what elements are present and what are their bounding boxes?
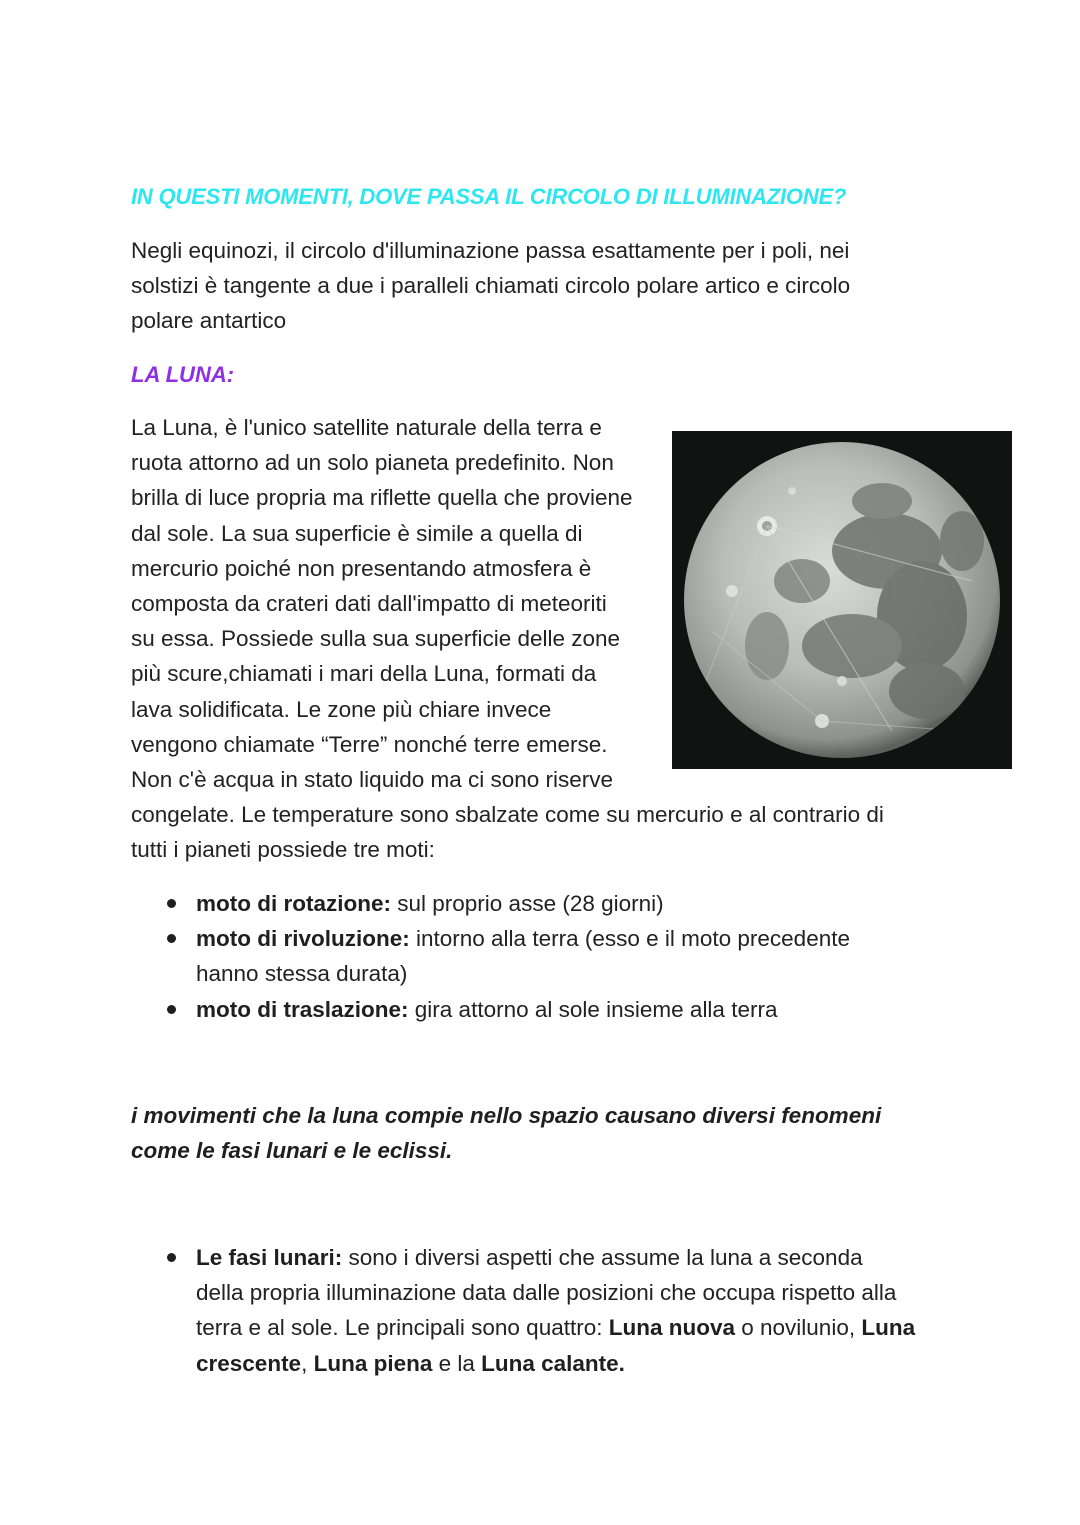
section-heading-illumination: IN QUESTI MOMENTI, DOVE PASSA IL CIRCOLO DI ILLUMINAZIONE? bbox=[131, 184, 847, 209]
text-line: più scure,chiamati i mari della Luna, formati da bbox=[131, 661, 597, 687]
text-line: congelate. Le temperature sono sbalzate come su mercurio e al contrario di bbox=[131, 802, 884, 828]
bullet-icon bbox=[167, 1253, 176, 1262]
text-line: vengono chiamate “Terre” nonché terre emerse. bbox=[131, 731, 608, 757]
text-line: solstizi è tangente a due i paralleli chiamati circolo polare artico e circolo bbox=[131, 273, 851, 299]
text-line: hanno stessa durata) bbox=[196, 961, 408, 987]
text-line bbox=[196, 921, 850, 956]
term-description: intorno alla terra (esso e il moto precedente bbox=[409, 926, 850, 952]
bullet-icon bbox=[167, 934, 176, 943]
text-line: della propria illuminazione data dalle posizioni che occupa rispetto alla bbox=[196, 1280, 897, 1306]
text-line: brilla di luce propria ma riflette quella che proviene bbox=[131, 485, 633, 511]
list-item bbox=[165, 1240, 915, 1381]
moon-icon bbox=[672, 431, 1012, 769]
text-line bbox=[196, 992, 850, 1027]
text-line: su essa. Possiede sulla sua superficie delle zone bbox=[131, 626, 621, 652]
text-line: ruota attorno ad un solo pianeta predefinito. Non bbox=[131, 450, 614, 476]
text-line: i movimenti che la luna compie nello spazio causano diversi fenomeni bbox=[131, 1103, 882, 1128]
bullet-icon bbox=[167, 899, 176, 908]
term-label: Le fasi lunari: bbox=[196, 1245, 343, 1270]
list-item bbox=[165, 886, 850, 921]
text-line: La Luna, è l'unico satellite naturale della terra e bbox=[131, 415, 602, 440]
moon-photo bbox=[672, 431, 1012, 769]
text-line bbox=[196, 886, 850, 921]
text-line bbox=[196, 1240, 915, 1275]
phase-name: Luna piena bbox=[313, 1350, 433, 1376]
text-line: tutti i pianeti possiede tre moti: bbox=[131, 837, 435, 863]
list-item bbox=[165, 992, 850, 1027]
text-line: Negli equinozi, il circolo d'illuminazione passa esattamente per i poli, nei bbox=[131, 238, 850, 263]
paragraph-equinoxes bbox=[131, 233, 850, 339]
term-description: sul proprio asse (28 giorni) bbox=[391, 891, 664, 916]
term-label: moto di rotazione: bbox=[196, 891, 391, 916]
text-fragment: sono i diversi aspetti che assume la luna a seconda bbox=[342, 1245, 863, 1270]
bullet-icon bbox=[167, 1005, 176, 1014]
term-label: moto di traslazione: bbox=[196, 996, 409, 1022]
phase-name: Luna nuova bbox=[608, 1315, 735, 1341]
text-line: lava solidificata. Le zone più chiare invece bbox=[131, 696, 552, 722]
text-line bbox=[196, 1346, 915, 1381]
phase-name: crescente bbox=[196, 1350, 302, 1376]
motions-list bbox=[165, 886, 850, 1027]
emphasis-paragraph bbox=[131, 1098, 881, 1168]
term-description: gira attorno al sole insieme alla terra bbox=[408, 996, 778, 1022]
list-item bbox=[165, 921, 850, 991]
text-fragment: , bbox=[301, 1350, 314, 1376]
text-line: dal sole. La sua superficie è simile a quella di bbox=[131, 520, 583, 546]
text-line: come le fasi lunari e le eclissi. bbox=[131, 1138, 453, 1164]
text-line bbox=[196, 1310, 915, 1345]
text-line: polare antartico bbox=[131, 308, 287, 334]
section-heading-moon: LA LUNA: bbox=[131, 362, 235, 387]
term-label: moto di rivoluzione: bbox=[196, 926, 410, 952]
phases-list bbox=[165, 1240, 915, 1381]
phase-name: Luna calante. bbox=[481, 1350, 625, 1376]
text-fragment: terra e al sole. Le principali sono quattro: bbox=[196, 1315, 609, 1341]
phase-name: Luna bbox=[861, 1315, 916, 1341]
text-fragment: e la bbox=[432, 1350, 482, 1376]
text-line: mercurio poiché non presentando atmosfera è bbox=[131, 555, 592, 581]
text-line: Non c'è acqua in stato liquido ma ci sono riserve bbox=[131, 767, 614, 793]
text-fragment: o novilunio, bbox=[735, 1315, 862, 1341]
text-line: composta da crateri dati dall'impatto di meteoriti bbox=[131, 591, 607, 617]
